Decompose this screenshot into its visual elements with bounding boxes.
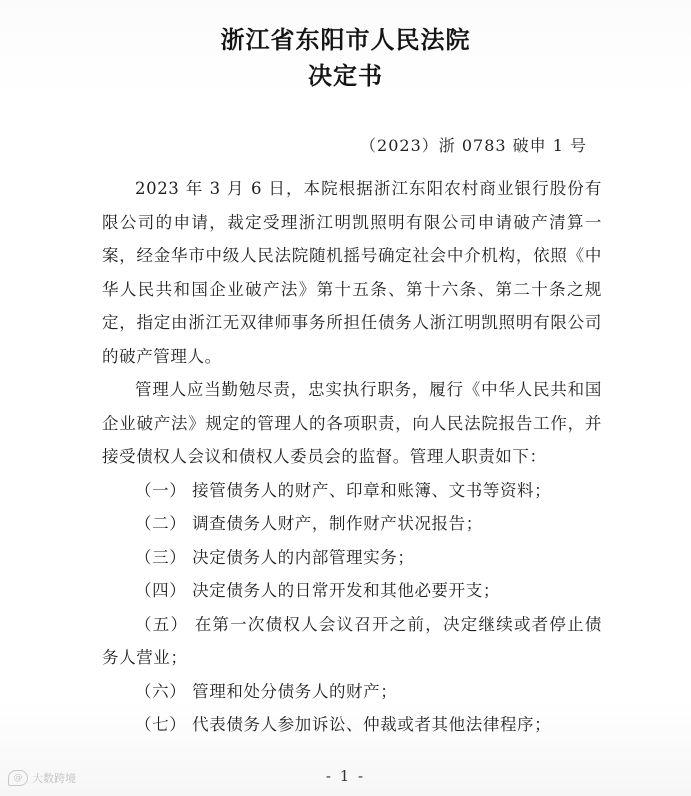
document-header: [0, 22, 691, 94]
duty-item: （五） 在第一次债权人会议召开之前，决定继续或者停止债务人营业；: [102, 614, 602, 667]
document-type: 决定书: [308, 62, 383, 90]
duty-item: （一） 接管债务人的财产、印章和账簿、文书等资料；: [135, 480, 552, 500]
page-number: - 1 -: [325, 767, 366, 785]
duty-item: （四） 决定债务人的日常开发和其他必要开支；: [135, 581, 500, 600]
court-name: 浙江省东阳市人民法院: [220, 26, 471, 54]
duty-item: （六） 管理和处分债务人的财产；: [135, 681, 398, 701]
paragraph-duties-intro: 管理人应当勤勉尽责，忠实执行职务，履行《中华人民共和国企业破产法》规定的管理人的各项职责，向人民法院报告工作，并接受债权人会议和债权人委员会的监督。管理人职责如下：: [102, 380, 602, 466]
watermark-text: 大数跨境: [32, 772, 76, 785]
document-body: [102, 172, 602, 742]
watermark: [8, 770, 76, 786]
duty-item: （三） 决定债务人的内部管理实务；: [135, 547, 415, 567]
case-number: （2023）浙 0783 破申 1 号: [360, 136, 587, 155]
duty-item: （二） 调查债务人财产，制作财产状况报告；: [135, 514, 483, 533]
duty-item: （七） 代表债务人参加诉讼、仲裁或者其他法律程序；: [135, 715, 552, 734]
paragraph-acceptance: 2023 年 3 月 6 日，本院根据浙江东阳农村商业银行股份有限公司的申请，裁定受理浙江明凯照明有限公司申请破产清算一案，经金华市中级人民法院随机摇号确定社会中介机构，依照《中华人民共和国企业破产法》第十五条、第十六条、第二十条之规定，指定由浙江无双律师事务所担任债务人浙江明凯照明有限公司的破产管理人。: [102, 179, 602, 366]
watermark-logo-icon: @: [8, 770, 28, 786]
